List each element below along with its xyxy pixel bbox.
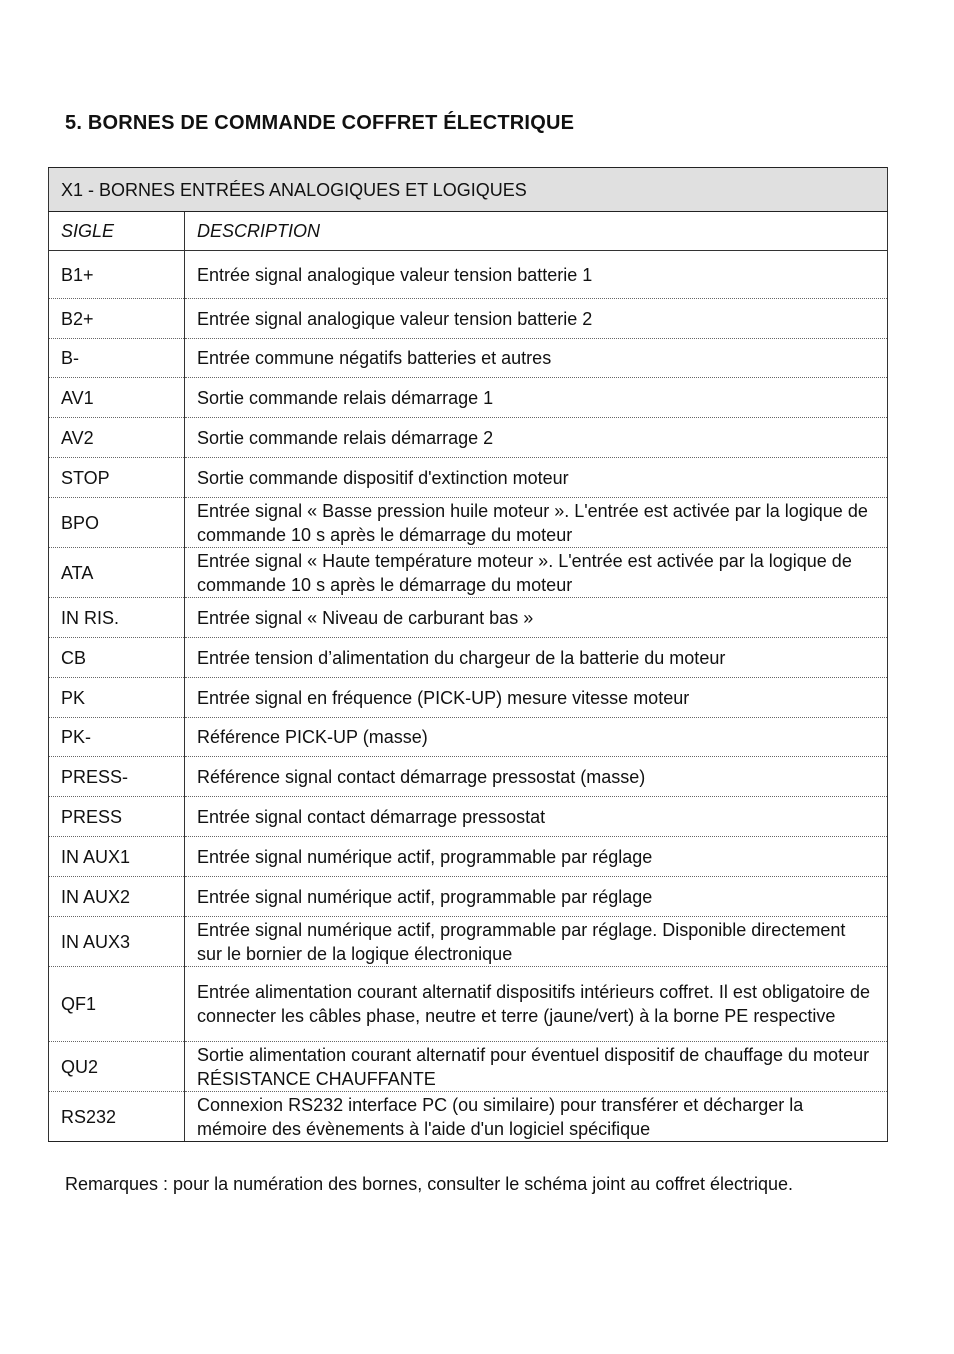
row-description: Entrée signal numérique actif, programmable par réglage. Disponible directement sur le bornier de la logique électronique — [185, 917, 888, 967]
row-description: Entrée signal contact démarrage pressostat — [185, 797, 888, 837]
row-sigle: RS232 — [49, 1092, 185, 1142]
table-row — [49, 757, 888, 797]
table-row — [49, 299, 888, 339]
row-description: Sortie commande dispositif d'extinction moteur — [185, 458, 888, 498]
row-sigle: STOP — [49, 458, 185, 498]
row-sigle: IN AUX2 — [49, 877, 185, 917]
row-sigle: ATA — [49, 548, 185, 598]
row-sigle: IN AUX3 — [49, 917, 185, 967]
row-description: Sortie alimentation courant alternatif pour éventuel dispositif de chauffage du moteur RÉSISTANCE CHAUFFANTE — [185, 1042, 888, 1092]
row-sigle: PRESS- — [49, 757, 185, 797]
table-row — [49, 598, 888, 638]
table-row — [49, 638, 888, 678]
row-description: Entrée signal « Haute température moteur ». L'entrée est activée par la logique de commande 10 s après le démarrage du moteur — [185, 548, 888, 598]
terminals-table — [48, 167, 888, 1142]
table-row — [49, 458, 888, 498]
row-sigle: B2+ — [49, 299, 185, 339]
row-description: Entrée signal « Niveau de carburant bas » — [185, 598, 888, 638]
row-description: Entrée signal « Basse pression huile moteur ». L'entrée est activée par la logique de commande 10 s après le démarrage du moteur — [185, 498, 888, 548]
row-sigle: B1+ — [49, 251, 185, 299]
terminals-table-body — [49, 168, 888, 1142]
row-sigle: PRESS — [49, 797, 185, 837]
table-row — [49, 339, 888, 378]
row-sigle: QU2 — [49, 1042, 185, 1092]
table-row — [49, 718, 888, 757]
row-sigle: CB — [49, 638, 185, 678]
row-description: Référence signal contact démarrage pressostat (masse) — [185, 757, 888, 797]
table-row — [49, 797, 888, 837]
column-header-description: DESCRIPTION — [185, 212, 888, 251]
section-header-row — [49, 168, 888, 212]
row-sigle: AV1 — [49, 378, 185, 418]
table-row — [49, 418, 888, 458]
row-sigle: QF1 — [49, 967, 185, 1042]
table-row — [49, 548, 888, 598]
row-description: Entrée commune négatifs batteries et autres — [185, 339, 888, 378]
row-sigle: AV2 — [49, 418, 185, 458]
row-sigle: BPO — [49, 498, 185, 548]
row-sigle: B- — [49, 339, 185, 378]
table-row — [49, 917, 888, 967]
column-header-sigle: SIGLE — [49, 212, 185, 251]
row-description: Entrée tension d’alimentation du chargeur de la batterie du moteur — [185, 638, 888, 678]
table-row — [49, 678, 888, 718]
section-title: X1 - BORNES ENTRÉES ANALOGIQUES ET LOGIQUES — [49, 168, 888, 212]
row-description: Entrée signal en fréquence (PICK-UP) mesure vitesse moteur — [185, 678, 888, 718]
row-description: Entrée signal numérique actif, programmable par réglage — [185, 877, 888, 917]
table-row — [49, 967, 888, 1042]
row-description: Entrée alimentation courant alternatif dispositifs intérieurs coffret. Il est obligatoire de connecter les câbles phase, neutre et terre (jaune/vert) à la borne PE respective — [185, 967, 888, 1042]
column-header-row — [49, 212, 888, 251]
page-title: 5. BORNES DE COMMANDE COFFRET ÉLECTRIQUE — [65, 112, 575, 134]
row-sigle: PK — [49, 678, 185, 718]
table-row — [49, 1092, 888, 1142]
table-row — [49, 251, 888, 299]
row-sigle: IN AUX1 — [49, 837, 185, 877]
row-description: Entrée signal numérique actif, programmable par réglage — [185, 837, 888, 877]
table-row — [49, 837, 888, 877]
remarks-note: Remarques : pour la numération des bornes, consulter le schéma joint au coffret électrique. — [65, 1174, 794, 1194]
row-sigle: IN RIS. — [49, 598, 185, 638]
table-row — [49, 877, 888, 917]
row-description: Sortie commande relais démarrage 2 — [185, 418, 888, 458]
row-description: Entrée signal analogique valeur tension batterie 1 — [185, 251, 888, 299]
row-description: Référence PICK-UP (masse) — [185, 718, 888, 757]
table-row — [49, 378, 888, 418]
row-description: Entrée signal analogique valeur tension batterie 2 — [185, 299, 888, 339]
row-sigle: PK- — [49, 718, 185, 757]
row-description: Sortie commande relais démarrage 1 — [185, 378, 888, 418]
table-row — [49, 498, 888, 548]
row-description: Connexion RS232 interface PC (ou similaire) pour transférer et décharger la mémoire des évènements à l'aide d'un logiciel spécifique — [185, 1092, 888, 1142]
table-row — [49, 1042, 888, 1092]
